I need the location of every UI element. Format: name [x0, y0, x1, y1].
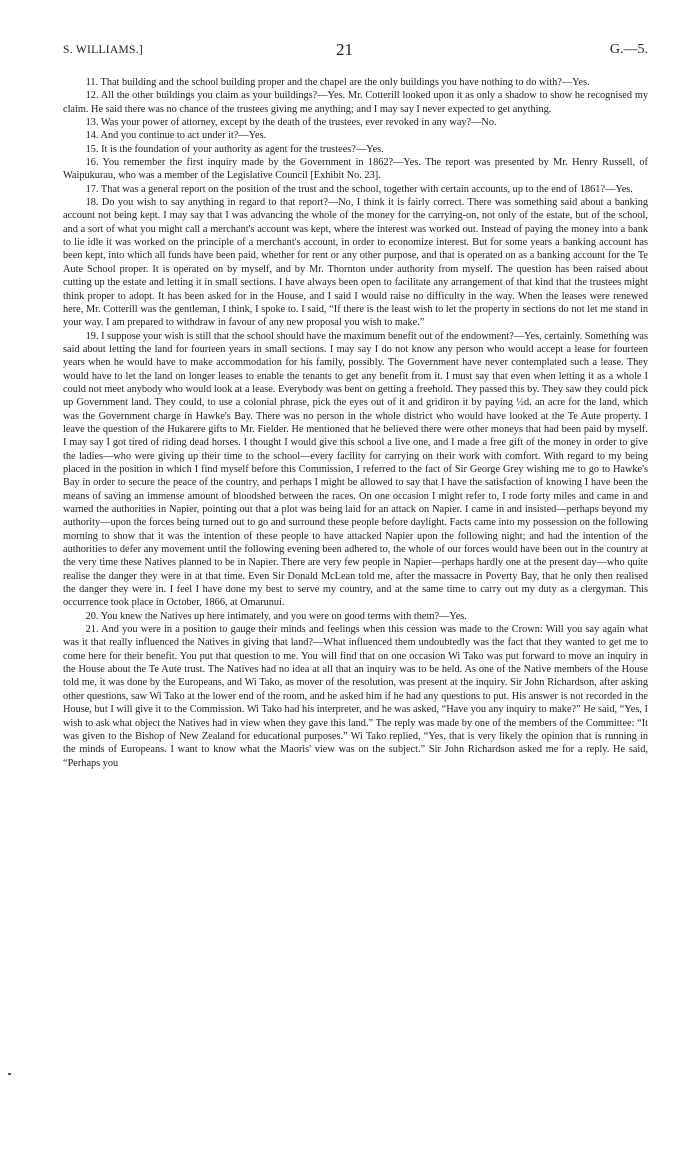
page-header [63, 40, 648, 62]
paragraph-20: 20. You knew the Natives up here intimately, and you were on good terms with them?—Yes. [85, 610, 467, 622]
paragraph-13: 13. Was your power of attorney, except by the death of the trustees, ever revoked in any way?—No. [85, 117, 497, 129]
paragraph-11: 11. That building and the school building proper and the chapel are the only buildings you have nothing to do with?—Yes. [85, 77, 590, 88]
paragraph-21: 21. And you were in a position to gauge their minds and feelings when this cession was made to the Crown: Will you say again what was it that really influenced the Natives in giving that land?—What influenced them undoubtedly was the fact that they wanted to get me to come here for their benefit. You put that question to me. You will find that on one occasion Wi Tako was put forward to move an inquiry in the House about the Te Aute trust. The Natives had no idea at all that an inquiry was to be held. As one of the Native members of the House told me, it was done by the Europeans, and Wi Tako, as mover of the resolution, was present at the inquiry. Sir John Richardson, after asking other questions, saw Wi Tako at the lower end of the room, and he asked him if he had any questions to put. His answer is not recorded in the House, but I will give it to the Commission. Wi Tako had his interpreter, and he was asked, “Have you any inquiry to make?” He said, “Yes, I wish to ask what object the Natives had in view when they gave this land.” The reply was made by one of the members of the Committee: “It was given to the Bishop of New Zealand for educational purposes.” Wi Tako replied, “Yes, that is very likely the opinion that is running in the minds of Europeans. I want to know what the Maoris' view was on the subject.” Sir John Richardson asked me for a reply. He said, “Perhaps you [63, 624, 648, 769]
witness-name: S. WILLIAMS.] [63, 44, 144, 56]
paragraph-18: 18. Do you wish to say anything in regard to that report?—No, I think it is fairly correct. There was something said about a banking account not being kept. I may say that I was advancing the whole of the money for the carrying-on, not only of the estate, but of the school, and a sort of what you might call a merchant's account was kept, where the interest was worked out. Instead of paying the money into a bank to lie idle it was worked on the principle of a merchant's account, in order to economize interest. But for some years a banking account has been kept, into which all funds have been paid, whether for rent or any other purpose, and that is operated on as a banking account for the Te Aute School proper. It is operated on by myself, and by Mr. Thornton under authority from myself. The question has been raised about cutting up the estate and letting it in small sections. I have always been open to facilitate any arrangement of that kind that the trustees might think proper to adopt. It has been asked for in the House, and I said I would raise no difficulty in the way. When the leases were renewed here, Mr. Cotterill was the gentleman, I think, I spoke to. I said, “If there is the least wish to let the property in sections do not let me stand in your way. I am prepared to withdraw in favour of any new proposal you wish to make.” [63, 197, 648, 329]
body-text [63, 76, 648, 770]
paragraph-16: 16. You remember the first inquiry made by the Government in 1862?—Yes. The report was presented by Mr. Henry Russell, of Waipukurau, who was a member of the Legislative Council [Exhibit No. 23]. [63, 157, 648, 182]
paragraph-19: 19. I suppose your wish is still that the school should have the maximum benefit out of the endowment?—Yes, certainly. Something was said about letting the land for fourteen years in small sections. I may say I do not know any person who would accept a lease for fourteen years when he would have to make accommodation for his family, possibly. The Government have never contemplated such a lease. They would have to let the land on longer leases to enable the tenants to get any benefit from it. I must say that even when letting it as a whole I could not meet anybody who would look at a lease. Everybody was bent on getting a freehold. They passed this by. They saw they could pick up Government land. They could, to use a colonial phrase, pick the eyes out of it and gridiron it by paying ½d. an acre for the land, which was the Government charge in Hawke's Bay. There was no person in the whole district who would have looked at the Te Aute property. I leave the question of the Hukarere gifts to Mr. Fielder. He mentioned that he believed there were other moneys that had been paid by myself. I may say I got tired of riding dead horses. I thought I would give this school a live one, and I made a free gift of the money in order to give the ladies—who were giving up their time to the school—every facility for carrying on their work with comfort. With regard to my being placed in the position in which I find myself before this Commission, I referred to the fact of Sir George Grey wishing me to go to Hawke's Bay in order to secure the peace of the country, and perhaps I might be allowed to say that I have the satisfaction of knowing I have been the means of saving an immense amount of bloodshed between the races. On one occasion I might refer to, I rode forty miles and came in and warned the authorities in Napier, pointing out that a plot was being laid for an attack on Napier. I came in and insisted—perhaps beyond my authority—upon the forces being turned out to go and surround these people before daylight. Facts came into my possession on the following morning to show that it was the intention of these people to have attacked Napier upon the following night; and had the intention of the authorities to defer any movement until the following evening been adhered to, the whole of our forces would have been out in the country at the very time these Natives planned to be in Napier. There are very few people in Napier—perhaps hardly one at the present day—who quite realise the danger they were in at that time. Even Sir Donald McLean told me, after the massacre in Poverty Bay, that he only then realised the danger they were in. I feel I have done my best to serve my country, and at the same time to carry out my duty as a clergyman. This occurrence took place in October, 1866, at Omarunui. [63, 330, 648, 609]
margin-mark [8, 1073, 11, 1075]
paragraph-14: 14. And you continue to act under it?—Yes. [85, 130, 267, 142]
paragraph-12: 12. All the other buildings you claim as your buildings?—Yes. Mr. Cotterill looked upon it as only a shadow to show he recognised my claim. He said there was no chance of the trustees giving me anything; and I may say I never expected to get anything. [63, 90, 648, 115]
page-number: 21 [336, 40, 353, 59]
document-reference: G.—5. [609, 42, 648, 57]
paragraph-17: 17. That was a general report on the position of the trust and the school, together with certain accounts, up to the end of 1861?—Yes. [85, 183, 633, 195]
paragraph-15: 15. It is the foundation of your authority as agent for the trustees?—Yes. [85, 143, 384, 155]
